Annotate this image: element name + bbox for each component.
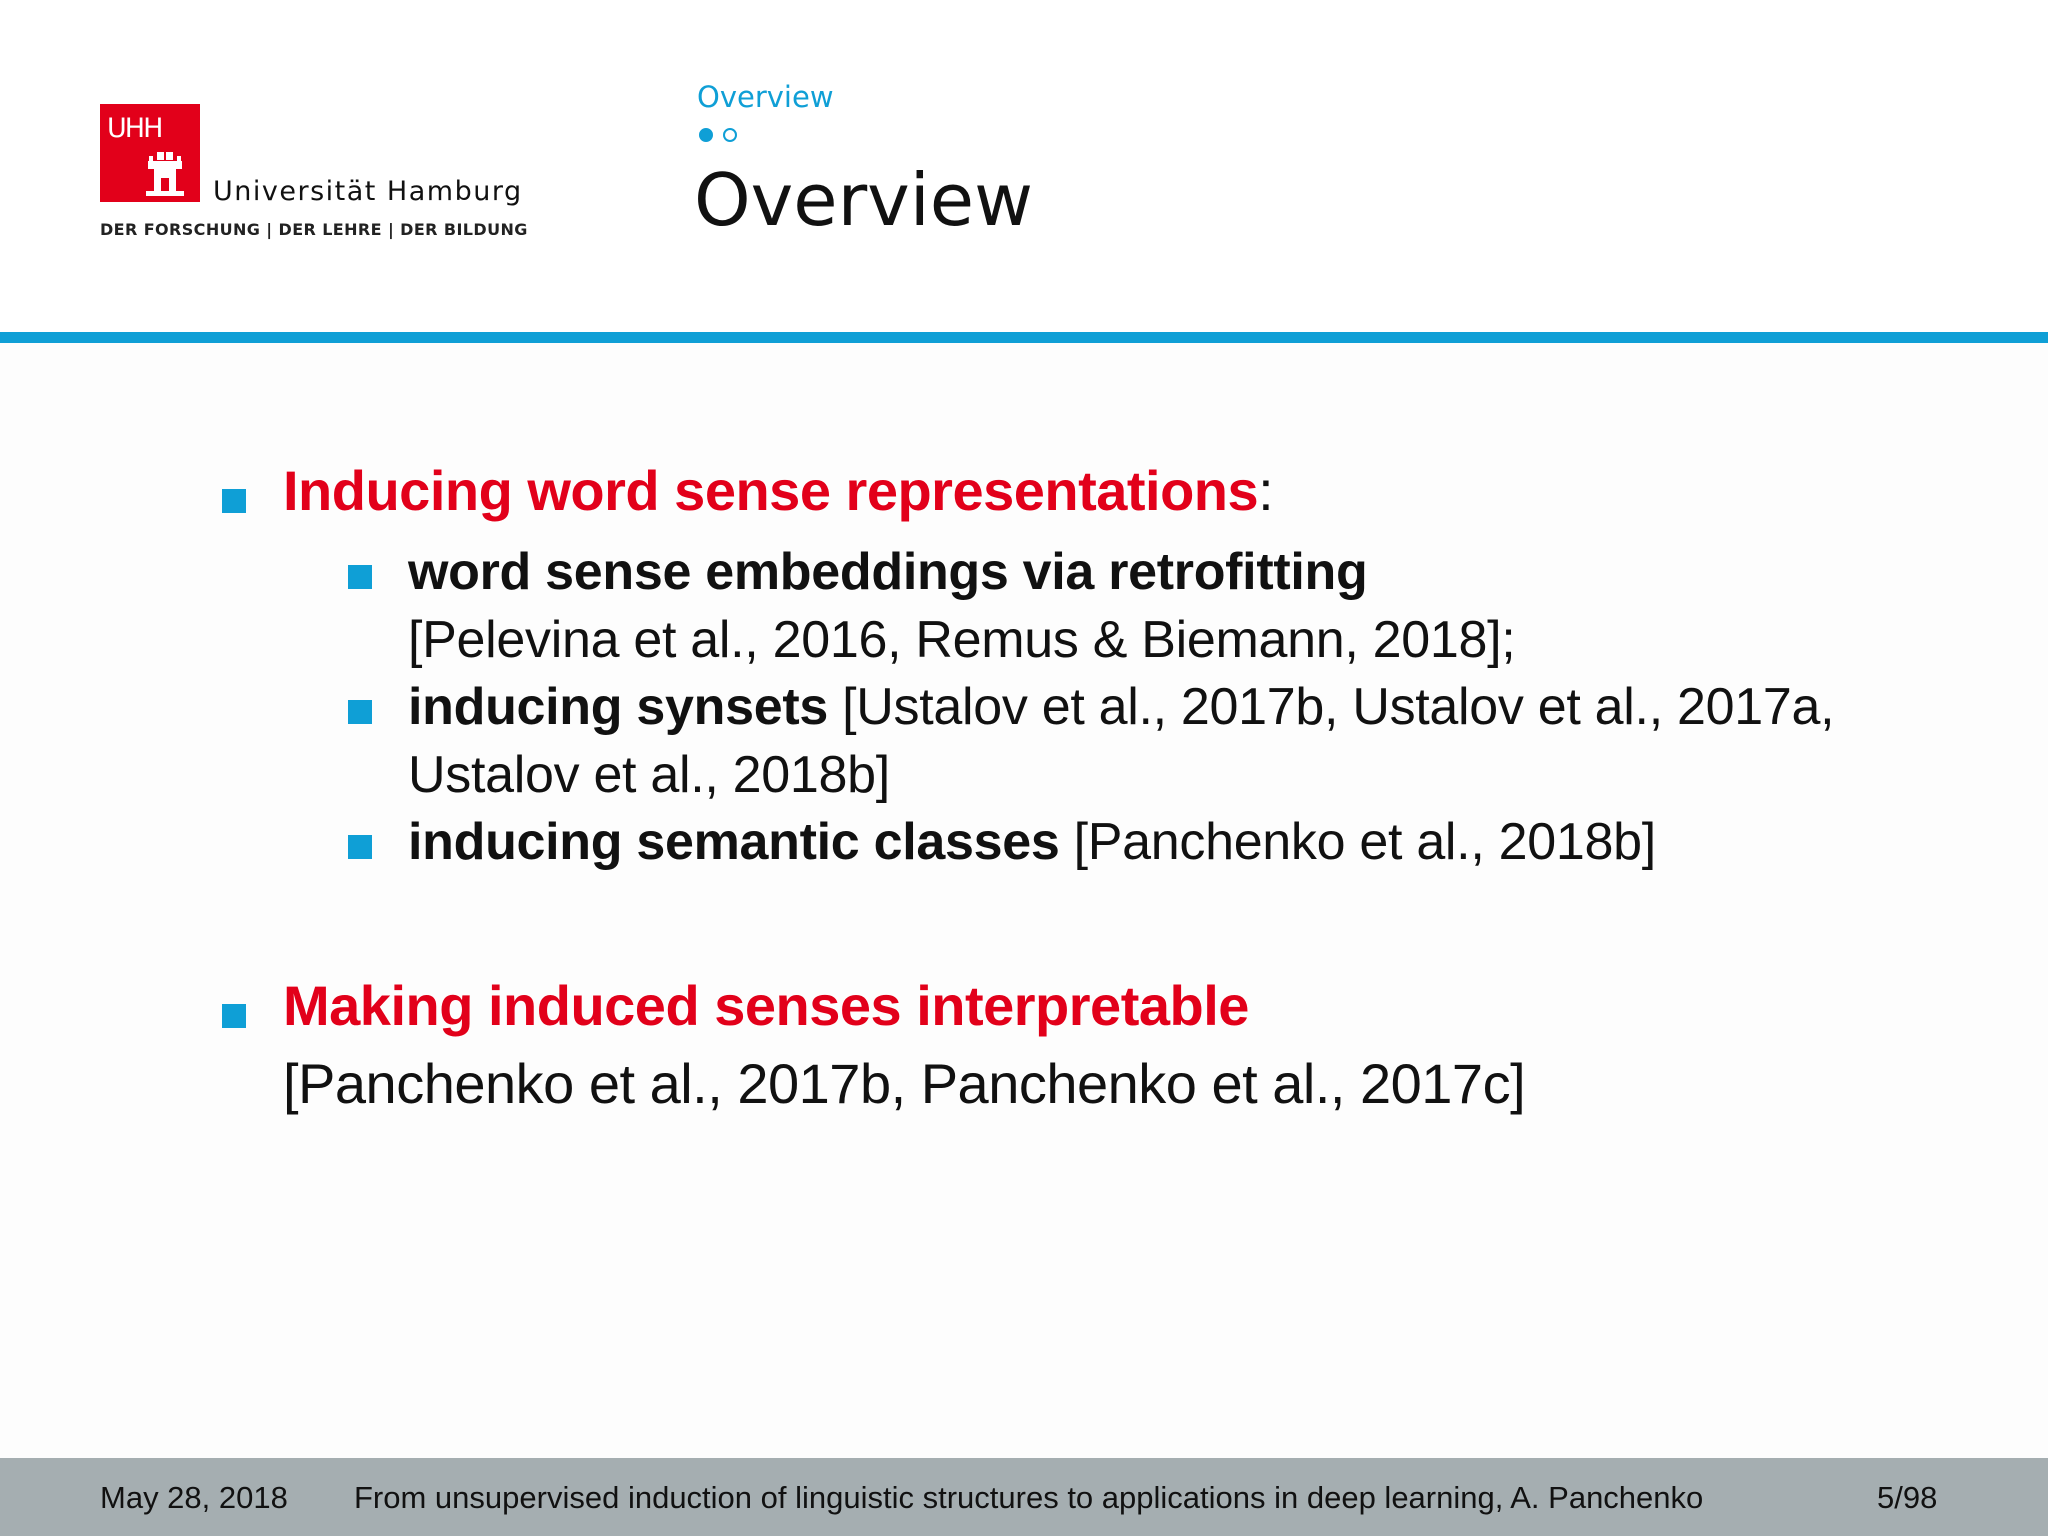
sub-item-2-continuation: Ustalov et al., 2018b] [408,746,890,804]
sub-item-1-continuation: [Pelevina et al., 2016, Remus & Biemann, 2018]; [408,611,1516,669]
nav-dot-current[interactable] [699,128,713,142]
footer-page-number[interactable]: 5/98 [1877,1480,1938,1515]
sub-item-bold: inducing semantic classes [408,813,1060,871]
sub-item-3 [408,809,1656,875]
sub-item-1 [408,539,1367,605]
heading-suffix: : [1258,459,1274,522]
slide-title: Overview [694,158,1033,242]
uhh-logo-icon [100,104,200,202]
section-label[interactable]: Overview [697,80,834,114]
slide-body [0,343,2048,1458]
sub-item-bold: word sense embeddings via retrofitting [408,543,1368,601]
university-logo [100,104,528,244]
university-name: Universität Hamburg [213,176,523,207]
slide-header [0,0,2048,332]
footer-title: From unsupervised induction of linguistic structures to applications in deep learning, A. Panchenko [354,1480,1704,1515]
bullet-heading-1 [283,457,1273,525]
bullet-icon [222,1004,246,1028]
sub-bullet-icon [348,565,372,589]
university-tagline: DER FORSCHUNG | DER LEHRE | DER BILDUNG [100,220,528,239]
uhh-logo-letters: UHH [107,113,162,144]
sub-bullet-icon [348,835,372,859]
sub-item-text: [Panchenko et al., 2018b] [1059,813,1656,871]
header-divider [0,332,2048,343]
heading-text: Making induced senses interpretable [283,974,1249,1037]
bullet-icon [222,489,246,513]
sub-item-text: [Ustalov et al., 2017b, Ustalov et al., 2017a, [827,678,1835,736]
sub-item-2 [408,674,1834,740]
nav-dot-next[interactable] [723,128,737,142]
sub-item-bold: inducing synsets [408,678,828,736]
uhh-logo-mark [100,104,200,202]
bullet-heading-2 [283,972,1249,1040]
slide-footer [0,1458,2048,1536]
bullet-heading-2-continuation: [Panchenko et al., 2017b, Panchenko et al., 2017c] [283,1052,1526,1115]
sub-bullet-icon [348,700,372,724]
heading-text: Inducing word sense representations [283,459,1259,522]
footer-date: May 28, 2018 [100,1480,288,1515]
